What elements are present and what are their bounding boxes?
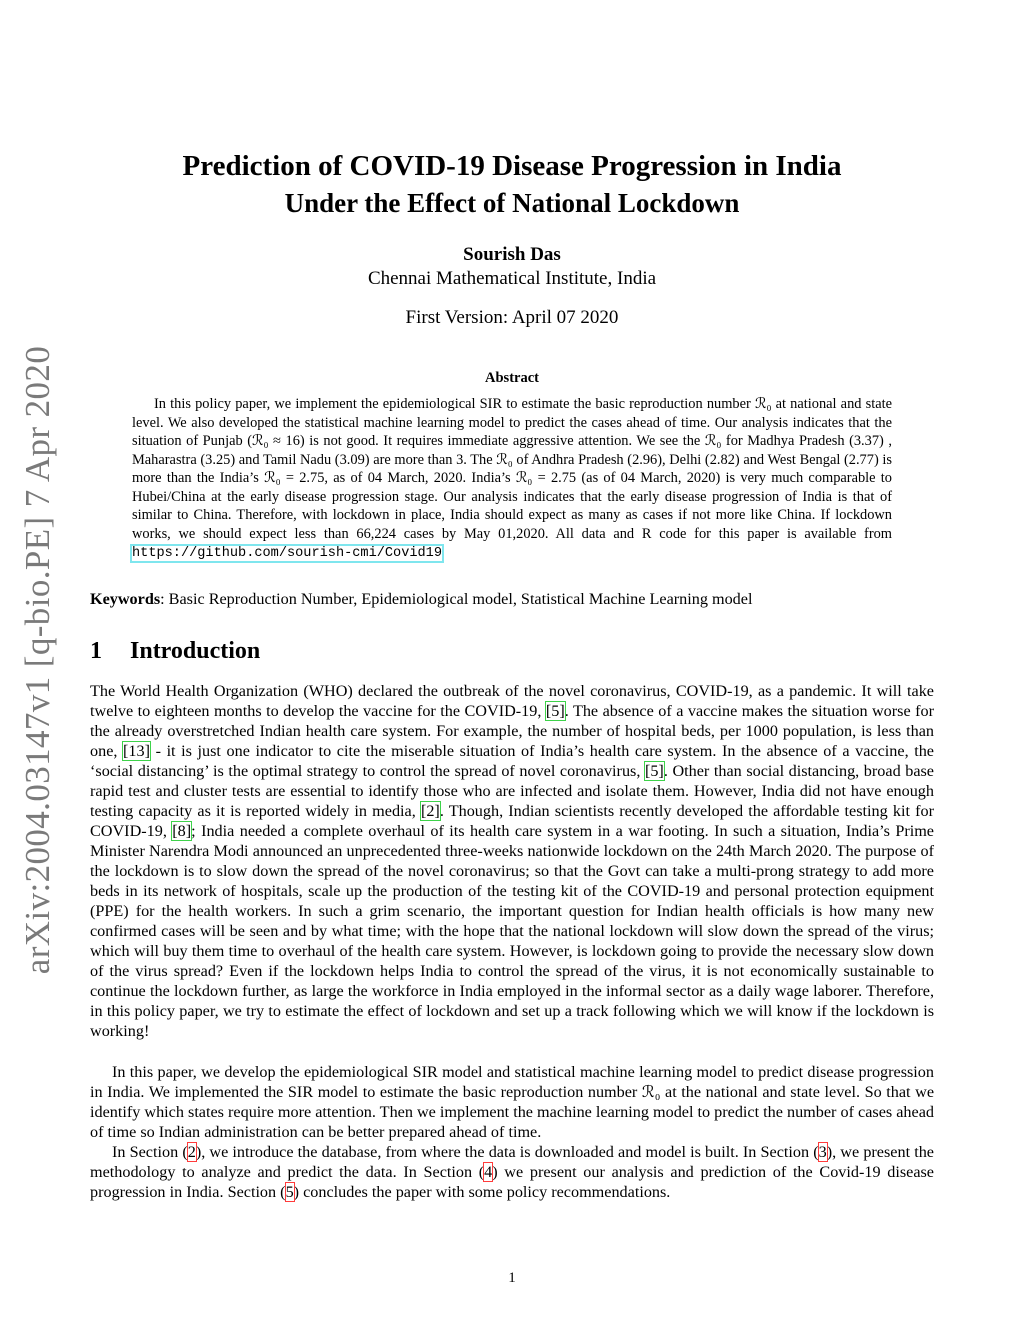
intro-p1-text-6: ; India needed a complete overhaul of its health care system in a war footing. In such a situation, India’s Prime Minister Narendra Modi announced an unprecedented three-weeks nationwide lockdown on the 24th March 2020. The purpose of the lockdown is to slow down the spread of the novel coronavirus; so that the Govt can take a multi-prong strategy to add more beds in its network of hospitals, scale up the production of the testing kit of the COVID-19 and personal protection equipment (PPE) for the health workers. In such a grim scenario, the important question for Indian health officials is how many new confirmed cases will be seen and by what time; with the hope that the national lockdown will slow down the spread of the virus; which will buy them time to overhaul of the health care system. However, is lockdown going to provide the necessary slow down of the virus spread? Even if the lockdown helps India to control the spread of the virus, it is not economically sustainable to continue the lockdown further, as large the workforce in India employed in the informal sector as a daily wage laborer. Therefore, in this policy paper, we try to estimate the effect of lockdown and set up a track following which we will know if the lockdown is working! — [90, 822, 934, 1040]
github-link[interactable]: https://github.com/sourish-cmi/Covid19 — [132, 546, 442, 561]
citation-link[interactable]: [5] — [545, 702, 565, 720]
author-affiliation: Chennai Mathematical Institute, India — [367, 268, 657, 289]
arxiv-identifier: arXiv:2004.03147v1 [q-bio.PE] 7 Apr 2020 — [18, 345, 58, 975]
section-ref-link[interactable]: 4 — [484, 1163, 493, 1181]
intro-p1-text-3: - it is just one indicator to cite the miserable situation of India’s health care system. In the absence of a vaccine, the ‘social distancing’ is the optimal strategy to control the spread of novel coronavirus, — [90, 742, 934, 780]
intro-p3-text-5: ) concludes the paper with some policy recommendations. — [293, 1183, 671, 1201]
abstract-text: In this policy paper, we implement the epidemiological SIR to estimate the basic reproduction number ℛ₀ at national and state level. We also developed the statistical machine learning model to predict the cases ahead of time. Our analysis indicates that the situation of Punjab (ℛ₀ ≈ 16) is not good. It requires immediate aggressive attention. We see the ℛ₀ for Madhya Pradesh (3.37) , Maharastra (3.25) and Tamil Nadu (3.09) are more than 3. The ℛ₀ of Andhra Pradesh (2.96), Delhi (2.82) and West Bengal (2.77) is more than the India’s ℛ₀ = 2.75, as of 04 March, 2020. India’s ℛ₀ = 2.75 (as of 04 March, 2020) is very much comparable to Hubei/China at the early disease progression stage. Our analysis indicates that the early disease progression of India is that of similar to China. Therefore, with lockdown in place, India should expect as many as cases if not more like China. If lockdown works, we should expect less than 66,224 cases by May 01,2020. All data and R code for this paper is available from — [132, 396, 892, 542]
paper-title: Prediction of COVID-19 Disease Progression in India — [182, 150, 842, 182]
intro-p3-text-2: ), we introduce the database, from where the data is downloaded and model is built. In Section ( — [195, 1143, 819, 1161]
keywords-label: Keywords — [90, 590, 161, 608]
section-heading-introduction — [90, 638, 260, 665]
author-name: Sourish Das — [463, 244, 561, 265]
intro-p3-text-3: ), we present the methodology to analyze and predict the data. In Section ( — [90, 1143, 934, 1181]
citation-link[interactable]: [13] — [123, 742, 150, 760]
keywords-text: : Basic Reproduction Number, Epidemiological model, Statistical Machine Learning model — [160, 590, 753, 608]
arxiv-stamp — [16, 340, 60, 980]
section-ref-link[interactable]: 2 — [187, 1143, 196, 1161]
abstract-body — [132, 395, 892, 564]
intro-paragraph-1 — [90, 681, 934, 1041]
citation-link[interactable]: [5] — [644, 762, 664, 780]
intro-p3-text-1: In Section ( — [112, 1143, 188, 1161]
intro-p1-text-2: . The absence of a vaccine makes the situation worse for the already overstretched Indian health care system. For example, the number of hospital beds, per 1000 population, is less than one, — [90, 702, 934, 760]
paper-subtitle: Under the Effect of National Lockdown — [284, 188, 740, 218]
section-number: 1 — [90, 638, 102, 664]
intro-p1-text-4: . Other than social distancing, broad base rapid test and cluster tests are essential to identify those who are infected and isolate them. However, India did not have enough testing capacity as it is reported widely in media, — [90, 762, 934, 820]
version-date: First Version: April 07 2020 — [405, 307, 619, 328]
intro-p1-text-5: . Though, Indian scientists recently developed the affordable testing kit for COVID-19, — [90, 802, 934, 840]
section-title: Introduction — [130, 638, 261, 664]
section-ref-link[interactable]: 3 — [818, 1143, 827, 1161]
intro-paragraph-2: In this paper, we develop the epidemiological SIR model and statistical machine learning model to predict disease progression in India. We implemented the SIR model to estimate the basic reproduction number ℛ₀ at the national and state level. So that we identify which states require more attention. Then we implement the machine learning model to predict the number of cases ahead of time so Indian administration can be better prepared ahead of time. — [90, 1063, 934, 1141]
keywords — [90, 590, 934, 609]
intro-p3-text-4: ) we present our analysis and prediction of the Covid-19 disease progression in India. Section ( — [90, 1163, 934, 1201]
citation-link[interactable]: [2] — [420, 802, 440, 820]
page-number: 1 — [508, 1270, 516, 1286]
intro-p1-text-1: The World Health Organization (WHO) declared the outbreak of the novel coronavirus, COVID-19, as a pandemic. It will take twelve to eighteen months to develop the vaccine for the COVID-19, — [90, 682, 934, 720]
abstract-heading: Abstract — [485, 370, 539, 386]
section-ref-link[interactable]: 5 — [285, 1183, 294, 1201]
citation-link[interactable]: [8] — [172, 822, 192, 840]
intro-paragraph-3 — [90, 1142, 934, 1202]
